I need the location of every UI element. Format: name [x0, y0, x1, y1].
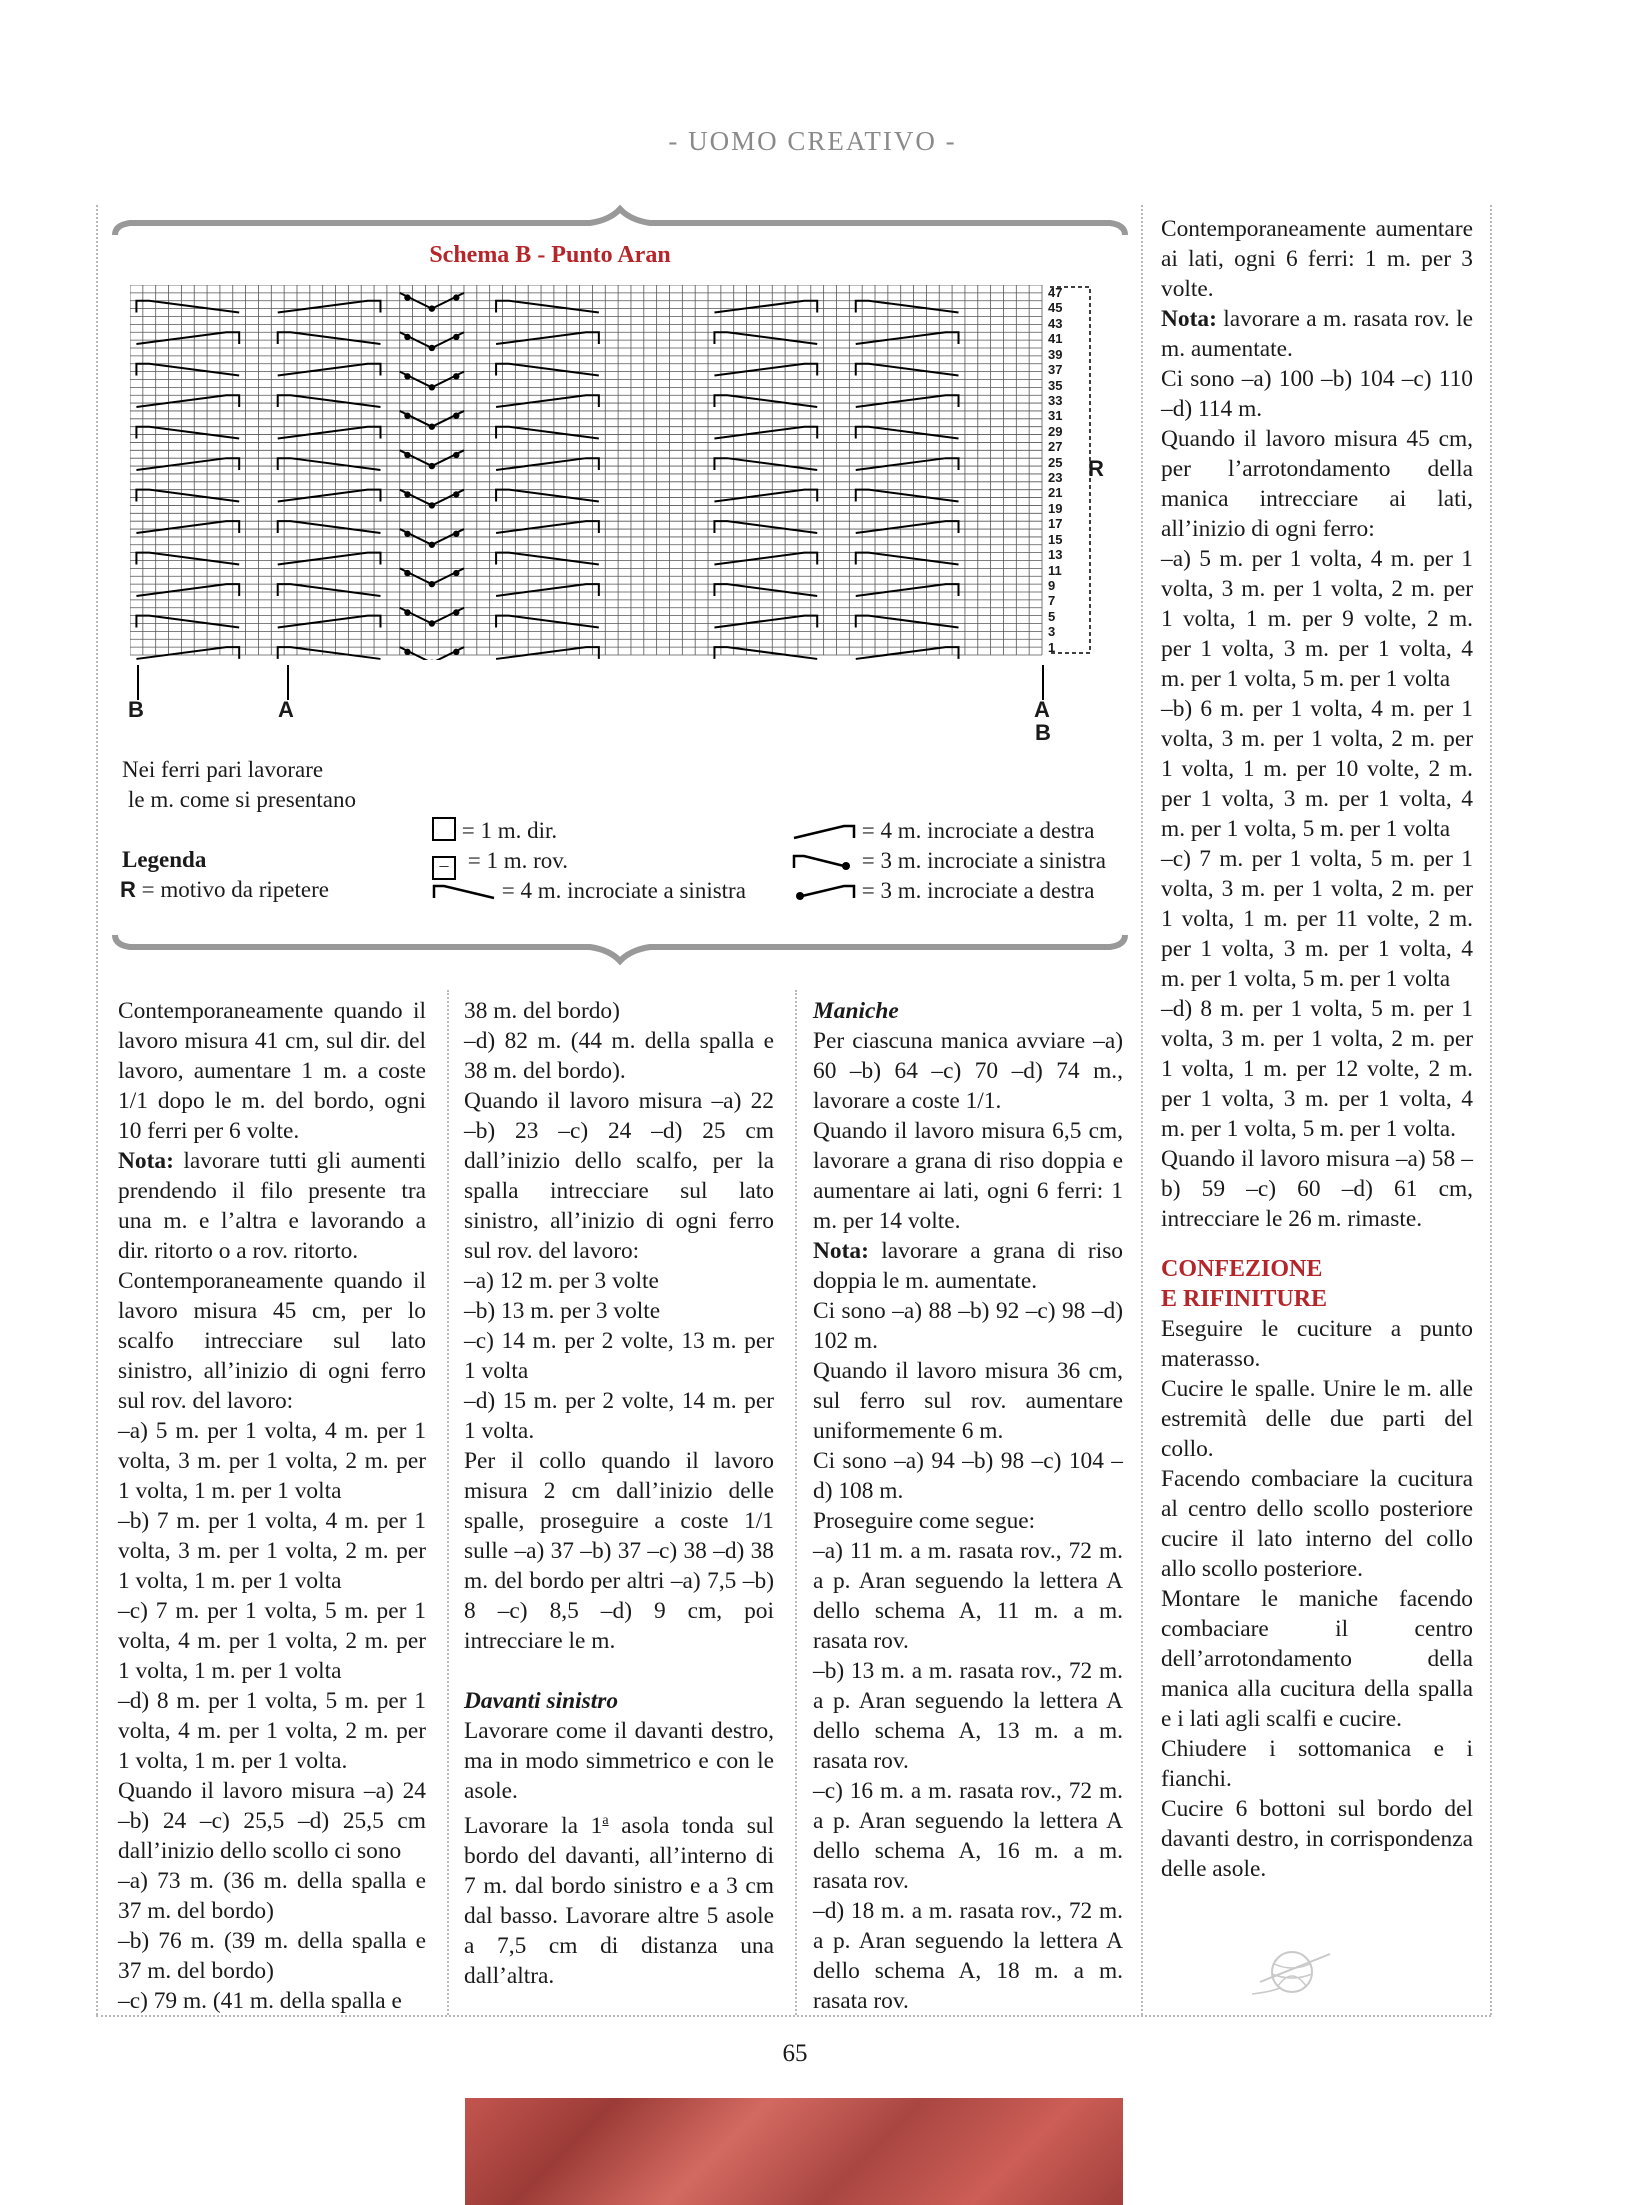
row-number: 35 [1048, 377, 1063, 393]
col3-para-9: –b) 13 m. a m. rasata rov., 72 m. a p. Aran seguendo la lettera A dello schema A, 13 m. a m. rasata rov. [813, 1658, 1123, 1774]
marker-ab-line [1042, 665, 1044, 700]
col4-nota-label: Nota: [1161, 306, 1217, 332]
col3-para-10: –c) 16 m. a m. rasata rov., 72 m. a p. Aran seguendo la lettera A dello schema A, 16 m. a m. rasata rov. [813, 1778, 1123, 1894]
diamond-dot [429, 424, 435, 430]
col1-para-11: –c) 79 m. (41 m. della spalla e [118, 1988, 402, 2014]
diamond-dot [404, 649, 410, 655]
cable-cross-mark [496, 616, 599, 628]
cable-cross-mark [714, 490, 817, 502]
cable-cross-mark [278, 395, 381, 407]
legend-item-three-right [792, 876, 1094, 906]
diamond-dot [404, 334, 410, 340]
yarn-ball-icon [1250, 1942, 1340, 2002]
cable-cross-mark [136, 584, 239, 596]
row-number: 13 [1048, 547, 1063, 563]
row-number: 1 [1048, 639, 1056, 655]
legend-dir-label: = 1 m. dir. [461, 818, 558, 843]
cable-cross-mark [278, 521, 381, 533]
legend-rov-label: = 1 m. rov. [467, 848, 569, 873]
page-number: 65 [782, 2040, 808, 2067]
col3-para-1: Per ciascuna manica avviare –a) 60 –b) 64 –c) 70 –d) 74 m., lavorare a coste 1/1. [813, 1028, 1123, 1114]
diamond-dot [453, 334, 459, 340]
cross-four-left-icon [432, 880, 496, 902]
column-divider-2 [795, 990, 797, 2015]
col3-nota-label: Nota: [813, 1238, 869, 1264]
cable-cross-mark [278, 301, 381, 313]
col2-para-10-end: asola tonda sul bordo del davanti, all’interno di 7 m. dal bordo sinistro e a 3 cm dal basso. Lavorare altre 5 asole a 7,5 cm di distanza una dall’altra. [464, 1812, 774, 1989]
row-number: 31 [1048, 408, 1063, 424]
cable-cross-mark [496, 364, 599, 376]
diamond-dot [404, 531, 410, 537]
cable-cross-mark [496, 458, 599, 470]
col4-para-11: Cucire le spalle. Unire le m. alle estremità delle due parti del collo. [1161, 1376, 1473, 1462]
diamond-dot [404, 491, 410, 497]
col4-para-3: Ci sono –a) 100 –b) 104 –c) 110 –d) 114 m. [1161, 366, 1473, 422]
legend-repeat-label: = motivo da ripetere [141, 877, 329, 902]
running-header: - UOMO CREATIVO - [668, 126, 957, 156]
marker-b-left: B [128, 697, 144, 722]
frame-top-bracket [115, 209, 1125, 235]
col3-nota-text: lavorare a grana di riso doppia le m. aumentate. [813, 1238, 1123, 1294]
knitting-chart [130, 285, 1120, 660]
diamond-dot [453, 294, 459, 300]
diamond-dot [404, 609, 410, 615]
legend-item-repeat [120, 875, 329, 905]
cable-cross-mark [278, 553, 381, 565]
knit-fabric-photo [465, 2098, 1123, 2205]
cable-cross-mark [136, 490, 239, 502]
col2-para-9: Lavorare come il davanti destro, ma in modo simmetrico e con le asole. [464, 1718, 774, 1804]
col4-heading-2: E RIFINITURE [1161, 1286, 1328, 1312]
cable-cross-mark [714, 553, 817, 565]
note-line-2: le m. come si presentano [128, 787, 357, 812]
cable-cross-mark [136, 553, 239, 565]
col2-para-6: –c) 14 m. per 2 volte, 13 m. per 1 volta [464, 1328, 774, 1384]
cable-cross-mark [278, 458, 381, 470]
row-number: 37 [1048, 362, 1063, 378]
cable-cross-mark [856, 427, 959, 439]
col4-para-4: Quando il lavoro misura 45 cm, per l’arrotondamento della manica intrecciare ai lati, all’inizio di ogni ferro: [1161, 426, 1473, 542]
cross-four-right-icon [792, 820, 856, 842]
diamond-dot [453, 373, 459, 379]
col4-para-12: Facendo combaciare la cucitura al centro dello scollo posteriore cucire il lato interno del collo allo scollo posteriore. [1161, 1466, 1473, 1582]
cable-cross-mark [136, 647, 239, 659]
col2-heading: Davanti sinistro [464, 1688, 619, 1714]
col1-para-1: Contemporaneamente quando il lavoro misura 41 cm, sul dir. del lavoro, aumentare 1 m. a coste 1/1 dopo le m. del bordo, ogni 10 ferri per 6 volte. [118, 998, 426, 1144]
col1-nota [118, 1146, 426, 1266]
col2-para-2: –d) 82 m. (44 m. della spalla e 38 m. del bordo). [464, 1028, 774, 1084]
col2-para-1: 38 m. del bordo) [464, 998, 620, 1024]
cable-cross-mark [856, 332, 959, 344]
cross-three-left-icon [792, 850, 856, 872]
right-column-line [1141, 205, 1143, 2015]
left-margin-line [96, 205, 98, 2015]
col2-para-8: Per il collo quando il lavoro misura 2 cm dall’inizio delle spalle, proseguire a coste 1/1 sulle –a) 37 –b) 37 –c) 38 –d) 38 m. del bordo per altri –a) 7,5 –b) 8 –c) 8,5 –d) 9 cm, poi intrecciare le m. [464, 1448, 774, 1654]
cable-cross-mark [714, 458, 817, 470]
cable-cross-mark [856, 647, 959, 659]
col4-para-1: Contemporaneamente aumentare ai lati, ogni 6 ferri: 1 m. per 3 volte. [1161, 216, 1473, 302]
col3-para-7: Proseguire come segue: [813, 1508, 1036, 1534]
col4-para-10: Eseguire le cuciture a punto materasso. [1161, 1316, 1473, 1372]
col2-para-5: –b) 13 m. per 3 volte [464, 1298, 661, 1324]
cable-cross-mark [856, 616, 959, 628]
cable-cross-mark [714, 332, 817, 344]
cable-cross-mark [496, 521, 599, 533]
col4-para-5: –a) 5 m. per 1 volta, 4 m. per 1 volta, 3 m. per 1 volta, 2 m. per 1 volta, 1 m. per 9 volte, 2 m. per 1 volta, 3 m. per 1 volta, 4 m. per 1 volta, 5 m. per 1 volta [1161, 546, 1473, 692]
row-number: 41 [1048, 331, 1063, 347]
cable-cross-mark [856, 490, 959, 502]
marker-a-left: A [278, 697, 294, 722]
text-column-3 [813, 996, 1123, 2016]
repeat-marker-label: R [1088, 456, 1104, 481]
cable-cross-mark [278, 427, 381, 439]
marker-a-line [287, 665, 289, 700]
diamond-dot [453, 531, 459, 537]
row-number-column [1046, 287, 1076, 657]
note-line-1: Nei ferri pari lavorare [122, 757, 324, 782]
diamond-dot [429, 463, 435, 469]
repeat-symbol-icon: R [120, 877, 136, 902]
cross-three-left-dot [842, 862, 850, 870]
legend-item-dir [432, 816, 557, 846]
col1-para-7: –d) 8 m. per 1 volta, 5 m. per 1 volta, 4 m. per 1 volta, 2 m. per 1 volta, 1 m. per 1 volta. [118, 1688, 426, 1774]
cable-cross-mark [856, 458, 959, 470]
cable-cross-mark [278, 332, 381, 344]
col3-para-5: Quando il lavoro misura 36 cm, sul ferro sul rov. aumentare uniformemente 6 m. [813, 1358, 1123, 1444]
cross-three-right-stroke [802, 886, 854, 898]
col2-para-10-start: Lavorare la 1 [464, 1812, 603, 1839]
legend-item-three-left [792, 846, 1106, 876]
col3-para-4: Ci sono –a) 88 –b) 92 –c) 98 –d) 102 m. [813, 1298, 1123, 1354]
diamond-dot [429, 305, 435, 311]
legend-title: Legenda [122, 847, 207, 872]
col3-para-6: Ci sono –a) 94 –b) 98 –c) 104 –d) 108 m. [813, 1448, 1123, 1504]
cable-cross-mark [496, 395, 599, 407]
legend-four-right-label: = 4 m. incrociate a destra [861, 818, 1095, 843]
cable-cross-mark [496, 584, 599, 596]
cable-cross-mark [278, 490, 381, 502]
cross-four-left-stroke [434, 886, 494, 898]
diamond-dot [453, 649, 459, 655]
text-column-2 [464, 996, 774, 1991]
diamond-dot [404, 294, 410, 300]
cable-cross-mark [136, 301, 239, 313]
cable-cross-mark [496, 647, 599, 659]
cable-cross-mark [496, 301, 599, 313]
col1-para-8: Quando il lavoro misura –a) 24 –b) 24 –c) 25,5 –d) 25,5 cm dall’inizio dello scollo ci sono [118, 1778, 426, 1864]
cable-cross-mark [856, 395, 959, 407]
cable-cross-mark [278, 584, 381, 596]
cable-cross-mark [278, 616, 381, 628]
col3-nota [813, 1236, 1123, 1296]
col1-para-9: –a) 73 m. (36 m. della spalla e 37 m. del bordo) [118, 1868, 426, 1924]
cable-cross-mark [136, 616, 239, 628]
legend-item-four-left [432, 876, 746, 906]
col4-para-14: Chiudere i sottomanica e i fianchi. [1161, 1736, 1473, 1792]
cable-cross-mark [496, 490, 599, 502]
col4-nota [1161, 304, 1473, 364]
row-number: 5 [1048, 608, 1056, 624]
cable-cross-mark [278, 647, 381, 659]
cable-cross-mark [714, 584, 817, 596]
legend-item-four-right [792, 816, 1094, 846]
row-number: 25 [1048, 454, 1063, 470]
yarn-ball-tail [1252, 1988, 1280, 1994]
text-column-4 [1161, 214, 1473, 1884]
legend-item-rov [432, 846, 568, 880]
cable-cross-mark [278, 364, 381, 376]
diamond-dot [453, 491, 459, 497]
legend-three-left-label: = 3 m. incrociate a sinistra [861, 848, 1106, 873]
row-number: 39 [1048, 346, 1063, 362]
cross-four-right-stroke [794, 826, 854, 838]
col4-heading-1: CONFEZIONE [1161, 1256, 1323, 1282]
col2-para-10 [464, 1806, 774, 1991]
row-number: 19 [1048, 500, 1063, 516]
col1-nota-text: lavorare tutti gli aumenti prendendo il filo presente tra una m. e l’altra e lavorando a dir. ritorto o a rov. ritorto. [118, 1148, 426, 1264]
row-number: 7 [1048, 593, 1056, 609]
cable-cross-mark [496, 332, 599, 344]
row-number: 21 [1048, 485, 1063, 501]
legend-four-left-label: = 4 m. incrociate a sinistra [501, 878, 746, 903]
right-margin-line [1490, 205, 1492, 2015]
cable-cross-mark [856, 364, 959, 376]
row-number: 3 [1048, 624, 1056, 640]
diamond-dot [429, 384, 435, 390]
diamond-dot [429, 502, 435, 508]
diamond-dot [429, 542, 435, 548]
cable-cross-mark [714, 301, 817, 313]
col2-para-3: Quando il lavoro misura –a) 22 –b) 23 –c) 24 –d) 25 cm dall’inizio dello scalfo, per la spalla intrecciare sul lato sinistro, all’inizio di ogni ferro sul rov. del lavoro: [464, 1088, 774, 1264]
chart-note [122, 755, 356, 815]
col1-para-10: –b) 76 m. (39 m. della spalla e 37 m. del bordo) [118, 1928, 426, 1984]
row-number: 11 [1048, 562, 1062, 578]
col4-para-7: –c) 7 m. per 1 volta, 5 m. per 1 volta, 3 m. per 1 volta, 2 m. per 1 volta, 1 m. per 11 volte, 2 m. per 1 volta, 3 m. per 1 volta, 4 m. per 1 volta, 5 m. per 1 volta [1161, 846, 1473, 992]
marker-a-right: A [1034, 697, 1050, 722]
cross-three-right-icon [792, 880, 856, 902]
diamond-dot [404, 570, 410, 576]
cable-cross-mark [136, 521, 239, 533]
col2-para-7: –d) 15 m. per 2 volte, 14 m. per 1 volta. [464, 1388, 774, 1444]
cable-cross-mark [496, 553, 599, 565]
col4-para-15: Cucire 6 bottoni sul bordo del davanti destro, in corrispondenza delle asole. [1161, 1796, 1473, 1882]
diamond-dot [453, 452, 459, 458]
col4-para-13: Montare le maniche facendo combaciare il centro dell’arrotondamento della manica alla cucitura della spalla e i lati agli scalfi e cucire. [1161, 1586, 1473, 1732]
row-number: 45 [1048, 300, 1063, 316]
diamond-dot [404, 373, 410, 379]
col1-para-4: –a) 5 m. per 1 volta, 4 m. per 1 volta, 3 m. per 1 volta, 2 m. per 1 volta, 1 m. per 1 volta [118, 1418, 426, 1504]
col1-para-3: Contemporaneamente quando il lavoro misura 45 cm, per lo scalfo intrecciare sul lato sinistro, all’inizio di ogni ferro sul rov. del lavoro: [118, 1268, 426, 1414]
cable-cross-mark [856, 301, 959, 313]
cable-cross-mark [136, 332, 239, 344]
cable-cross-mark [136, 395, 239, 407]
row-number: 23 [1048, 470, 1063, 485]
row-number: 29 [1048, 423, 1063, 439]
row-number: 27 [1048, 439, 1063, 455]
column-divider-1 [447, 990, 449, 2015]
col4-para-9: Quando il lavoro misura –a) 58 –b) 59 –c) 60 –d) 61 cm, intrecciare le 26 m. rimaste. [1161, 1146, 1473, 1232]
col2-para-10-sup: a [602, 1813, 609, 1828]
col3-para-11: –d) 18 m. a m. rasata rov., 72 m. a p. Aran seguendo la lettera A dello schema A, 18 m. a m. rasata rov. [813, 1898, 1123, 2014]
col4-para-6: –b) 6 m. per 1 volta, 4 m. per 1 volta, 3 m. per 1 volta, 2 m. per 1 volta, 1 m. per 10 volte, 2 m. per 1 volta, 3 m. per 1 volta, 4 m. per 1 volta, 5 m. per 1 volta [1161, 696, 1473, 842]
col4-nota-text: lavorare a m. rasata rov. le m. aumentate. [1161, 306, 1473, 362]
col3-heading: Maniche [813, 998, 899, 1024]
cable-cross-mark [856, 584, 959, 596]
col3-para-2: Quando il lavoro misura 6,5 cm, lavorare a grana di riso doppia e aumentare ai lati, ogni 6 ferri: 1 m. per 14 volte. [813, 1118, 1123, 1234]
cable-cross-mark [856, 521, 959, 533]
diamond-dot [404, 412, 410, 418]
cable-cross-mark [714, 616, 817, 628]
diamond-dot [453, 570, 459, 576]
col1-para-6: –c) 7 m. per 1 volta, 5 m. per 1 volta, 4 m. per 1 volta, 2 m. per 1 volta, 1 m. per 1 volta [118, 1598, 426, 1684]
diamond-dot [453, 412, 459, 418]
row-number: 47 [1048, 285, 1063, 300]
row-number: 33 [1048, 392, 1063, 408]
cable-cross-mark [136, 427, 239, 439]
marker-b-right: B [1035, 720, 1051, 745]
col3-para-8: –a) 11 m. a m. rasata rov., 72 m. a p. Aran seguendo la lettera A dello schema A, 11 m. a m. rasata rov. [813, 1538, 1123, 1654]
diamond-dot [429, 581, 435, 587]
text-column-1 [118, 996, 426, 2016]
cable-cross-mark [496, 427, 599, 439]
marker-b-line [137, 665, 139, 700]
cable-cross-mark [714, 364, 817, 376]
cable-cross-mark [856, 553, 959, 565]
col4-para-8: –d) 8 m. per 1 volta, 5 m. per 1 volta, 3 m. per 1 volta, 2 m. per 1 volta, 1 m. per 12 volte, 2 m. per 1 volta, 3 m. per 1 volta, 4 m. per 1 volta, 5 m. per 1 volta. [1161, 996, 1473, 1142]
cable-cross-mark [136, 458, 239, 470]
row-number: 9 [1048, 577, 1056, 593]
cable-cross-mark [136, 364, 239, 376]
row-number: 43 [1048, 315, 1063, 331]
diamond-dot [404, 452, 410, 458]
cable-cross-mark [714, 395, 817, 407]
col2-para-4: –a) 12 m. per 3 volte [464, 1268, 659, 1294]
diamond-dot [453, 609, 459, 615]
knit-square-icon [432, 817, 456, 841]
purl-square-icon: – [432, 856, 456, 880]
cable-cross-mark [714, 521, 817, 533]
legend-three-right-label: = 3 m. incrociate a destra [861, 878, 1095, 903]
chart-title: Schema B - Punto Aran [429, 242, 671, 268]
row-number: 17 [1048, 516, 1063, 532]
col1-nota-label: Nota: [118, 1148, 174, 1174]
diamond-dot [429, 345, 435, 351]
frame-bottom-bracket [115, 935, 1125, 961]
diamond-dot [429, 620, 435, 626]
col1-para-5: –b) 7 m. per 1 volta, 4 m. per 1 volta, 3 m. per 1 volta, 2 m. per 1 volta, 1 m. per 1 volta [118, 1508, 426, 1594]
cable-cross-mark [714, 427, 817, 439]
cross-three-left-stroke [794, 856, 844, 868]
cable-cross-mark [714, 647, 817, 659]
row-number: 15 [1048, 531, 1063, 547]
